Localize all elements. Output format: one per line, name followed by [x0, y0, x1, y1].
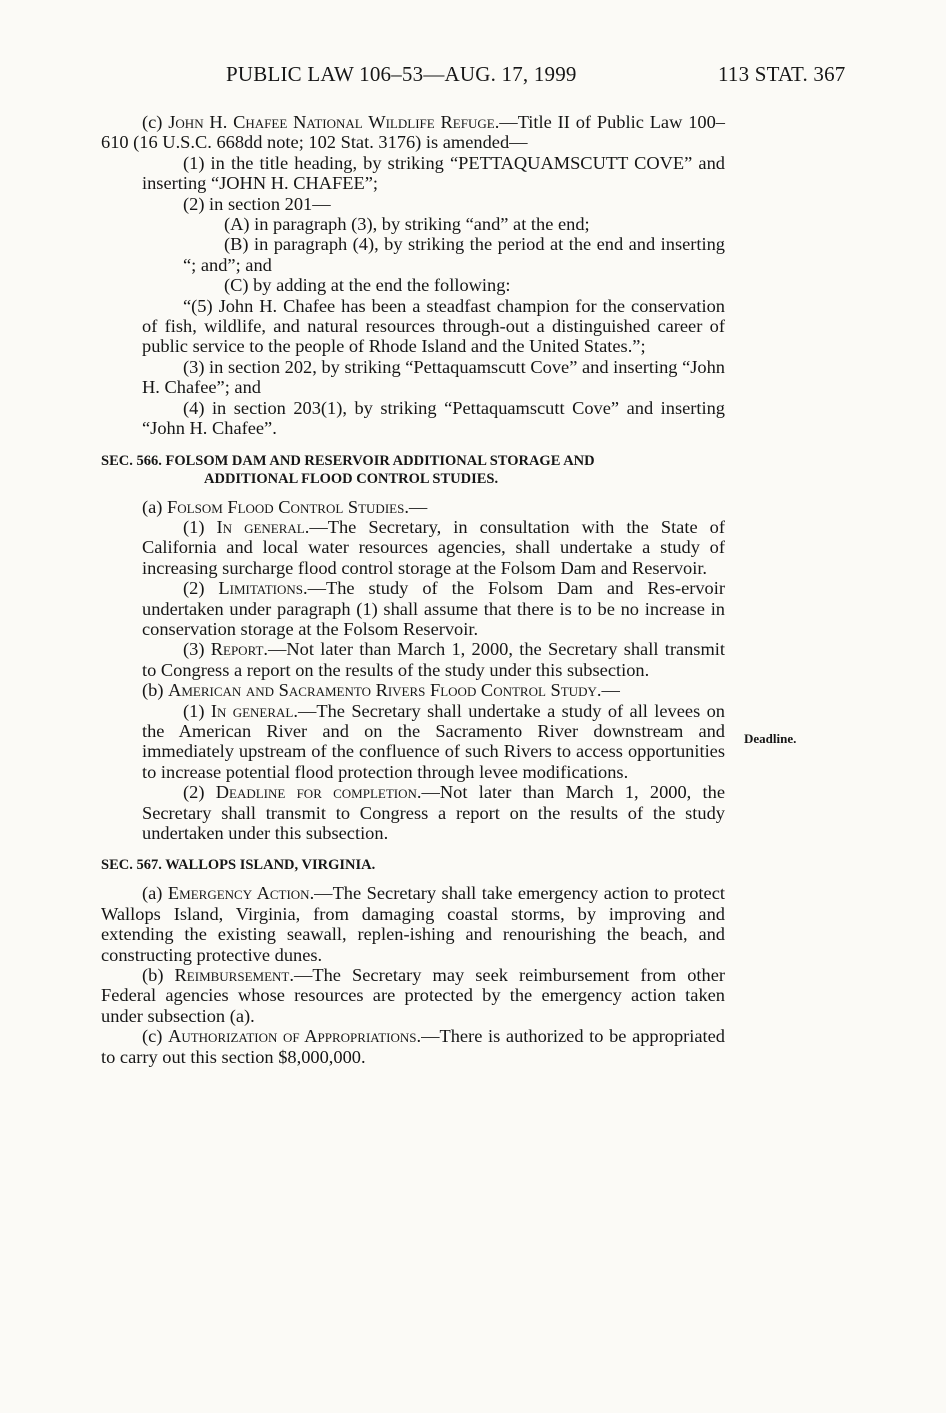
- sec566-a3-designation: (3): [183, 639, 205, 660]
- sec566-a1-text: —The Secretary, in consultation with the State of California and local water resources agencies, shall undertake a study of increasing surcharge flood control storage at the Folsom Dam and Reservoir.: [142, 516, 725, 578]
- sec566-a3-heading: Report.: [210, 639, 269, 660]
- stat-page-number: 113 STAT. 367: [718, 62, 846, 86]
- margin-note-deadline: Deadline.: [744, 731, 797, 746]
- sec567-c-heading: Authorization of Appropriations.: [168, 1026, 422, 1047]
- subsec-c-para-2: (2) in section 201—: [183, 193, 331, 214]
- sec567-b-heading: Reimbursement.: [174, 965, 294, 986]
- subsec-c-intro: [101, 112, 725, 153]
- sec566-a1-heading: In general.: [216, 516, 310, 537]
- sec566-b-para-1: [101, 701, 725, 783]
- page-header: [0, 62, 946, 92]
- sec566-b-heading: American and Sacramento Rivers Flood Control Study.: [168, 680, 602, 701]
- sec567-subsec-a: [101, 883, 725, 965]
- sec566-b-designation: (b): [142, 680, 164, 701]
- sec566-a-para-2: [101, 578, 725, 639]
- sec566-a2-designation: (2): [183, 578, 205, 599]
- sec567-b-designation: (b): [142, 965, 164, 986]
- subsec-c-para-2b: (B) in paragraph (4), by striking the period at the end and inserting “; and”; and: [183, 234, 725, 275]
- subsec-c-para-4: (4) in section 203(1), by striking “Pettaquamscutt Cove” and inserting “John H. Chafee”.: [142, 397, 725, 439]
- sec567-subsec-b: [101, 965, 725, 1026]
- section-566-heading-line-2: ADDITIONAL FLOOD CONTROL STUDIES.: [204, 470, 499, 487]
- sec566-b1-heading: In general.: [210, 700, 298, 721]
- sec567-a-text: —The Secretary shall take emergency action to protect Wallops Island, Virginia, from damaging coastal storms, by improving and extending the existing seawall, replen-ishing and renourishing the beach, and constructing protective dunes.: [101, 883, 725, 965]
- sec567-b-text: —The Secretary may seek reimbursement from other Federal agencies whose resources are protected by the emergency action taken under subsection (a).: [101, 965, 725, 1026]
- section-567-heading: SEC. 567. WALLOPS ISLAND, VIRGINIA.: [101, 857, 376, 874]
- section-566-heading: [101, 452, 725, 488]
- sec566-a-para-3: [101, 639, 725, 680]
- subsec-c-text: —Title II of Public Law 100–610 (16 U.S.C. 668dd note; 102 Stat. 3176) is amended—: [101, 112, 725, 153]
- subsec-c-quoted-text: “(5) John H. Chafee has been a steadfast champion for the conservation of fish, wildlife, and natural resources through-out a distinguished career of public service to the people of Rhode Island and the United States.”;: [142, 295, 725, 357]
- sec566-subsec-a: [101, 497, 725, 517]
- sec566-b2-designation: (2): [183, 782, 205, 803]
- sec566-a-para-1: [101, 517, 725, 578]
- subsec-c-designation: (c): [142, 112, 163, 132]
- section-566-heading-line-1: SEC. 566. FOLSOM DAM AND RESERVOIR ADDITIONAL STORAGE AND: [101, 452, 595, 469]
- sec566-a3-text: —Not later than March 1, 2000, the Secretary shall transmit to Congress a report on the results of the study under this subsection.: [142, 639, 725, 680]
- sec566-b-para-2: [101, 782, 725, 843]
- subsec-c-para-2a: (A) in paragraph (3), by striking “and” at the end;: [224, 214, 590, 235]
- sec566-b-dash: —: [601, 680, 620, 701]
- sec567-a-heading: Emergency Action.: [167, 883, 315, 904]
- subsec-c-para-3: (3) in section 202, by striking “Pettaquamscutt Cove” and inserting “John H. Chafee”; and: [142, 356, 725, 398]
- sec567-subsec-c: [101, 1026, 725, 1067]
- running-head: PUBLIC LAW 106–53—AUG. 17, 1999: [226, 62, 577, 86]
- sec566-a2-heading: Limitations.: [218, 578, 308, 599]
- sec566-a-heading: Folsom Flood Control Studies.: [167, 496, 409, 517]
- sec566-a-dash: —: [408, 496, 428, 517]
- subsec-c-para-2c: (C) by adding at the end the following:: [224, 275, 511, 296]
- sec566-a-designation: (a): [142, 496, 163, 517]
- sec566-b1-text: —The Secretary shall undertake a study of all levees on the American River and on the Sacramento River downstream and immediately upstream of the confluence of such Rivers to access opportunities to increase potential flood protection through levee modifications.: [142, 700, 725, 782]
- sec566-b2-text: —Not later than March 1, 2000, the Secretary shall transmit to Congress a report on the results of the study undertaken under this subsection.: [142, 782, 725, 843]
- sec566-subsec-b: [101, 680, 725, 700]
- sec567-c-text: —There is authorized to be appropriated to carry out this section $8,000,000.: [101, 1026, 725, 1067]
- subsec-c-para-1: (1) in the title heading, by striking “PETTAQUAMSCUTT COVE” and inserting “JOHN H. CHAFEE”;: [142, 152, 725, 194]
- sec566-b1-designation: (1): [183, 700, 205, 721]
- sec567-a-designation: (a): [142, 883, 163, 904]
- sec566-b2-heading: Deadline for completion.: [215, 782, 422, 803]
- sec566-a2-text: —The study of the Folsom Dam and Res-ervoir undertaken under paragraph (1) shall assume that there is to be no increase in conservation storage at the Folsom Reservoir.: [142, 578, 725, 639]
- subsec-c-heading: John H. Chafee National Wildlife Refuge.: [168, 112, 500, 132]
- sec567-c-designation: (c): [142, 1026, 163, 1047]
- sec566-a1-designation: (1): [183, 516, 205, 537]
- document-body: [101, 112, 725, 1067]
